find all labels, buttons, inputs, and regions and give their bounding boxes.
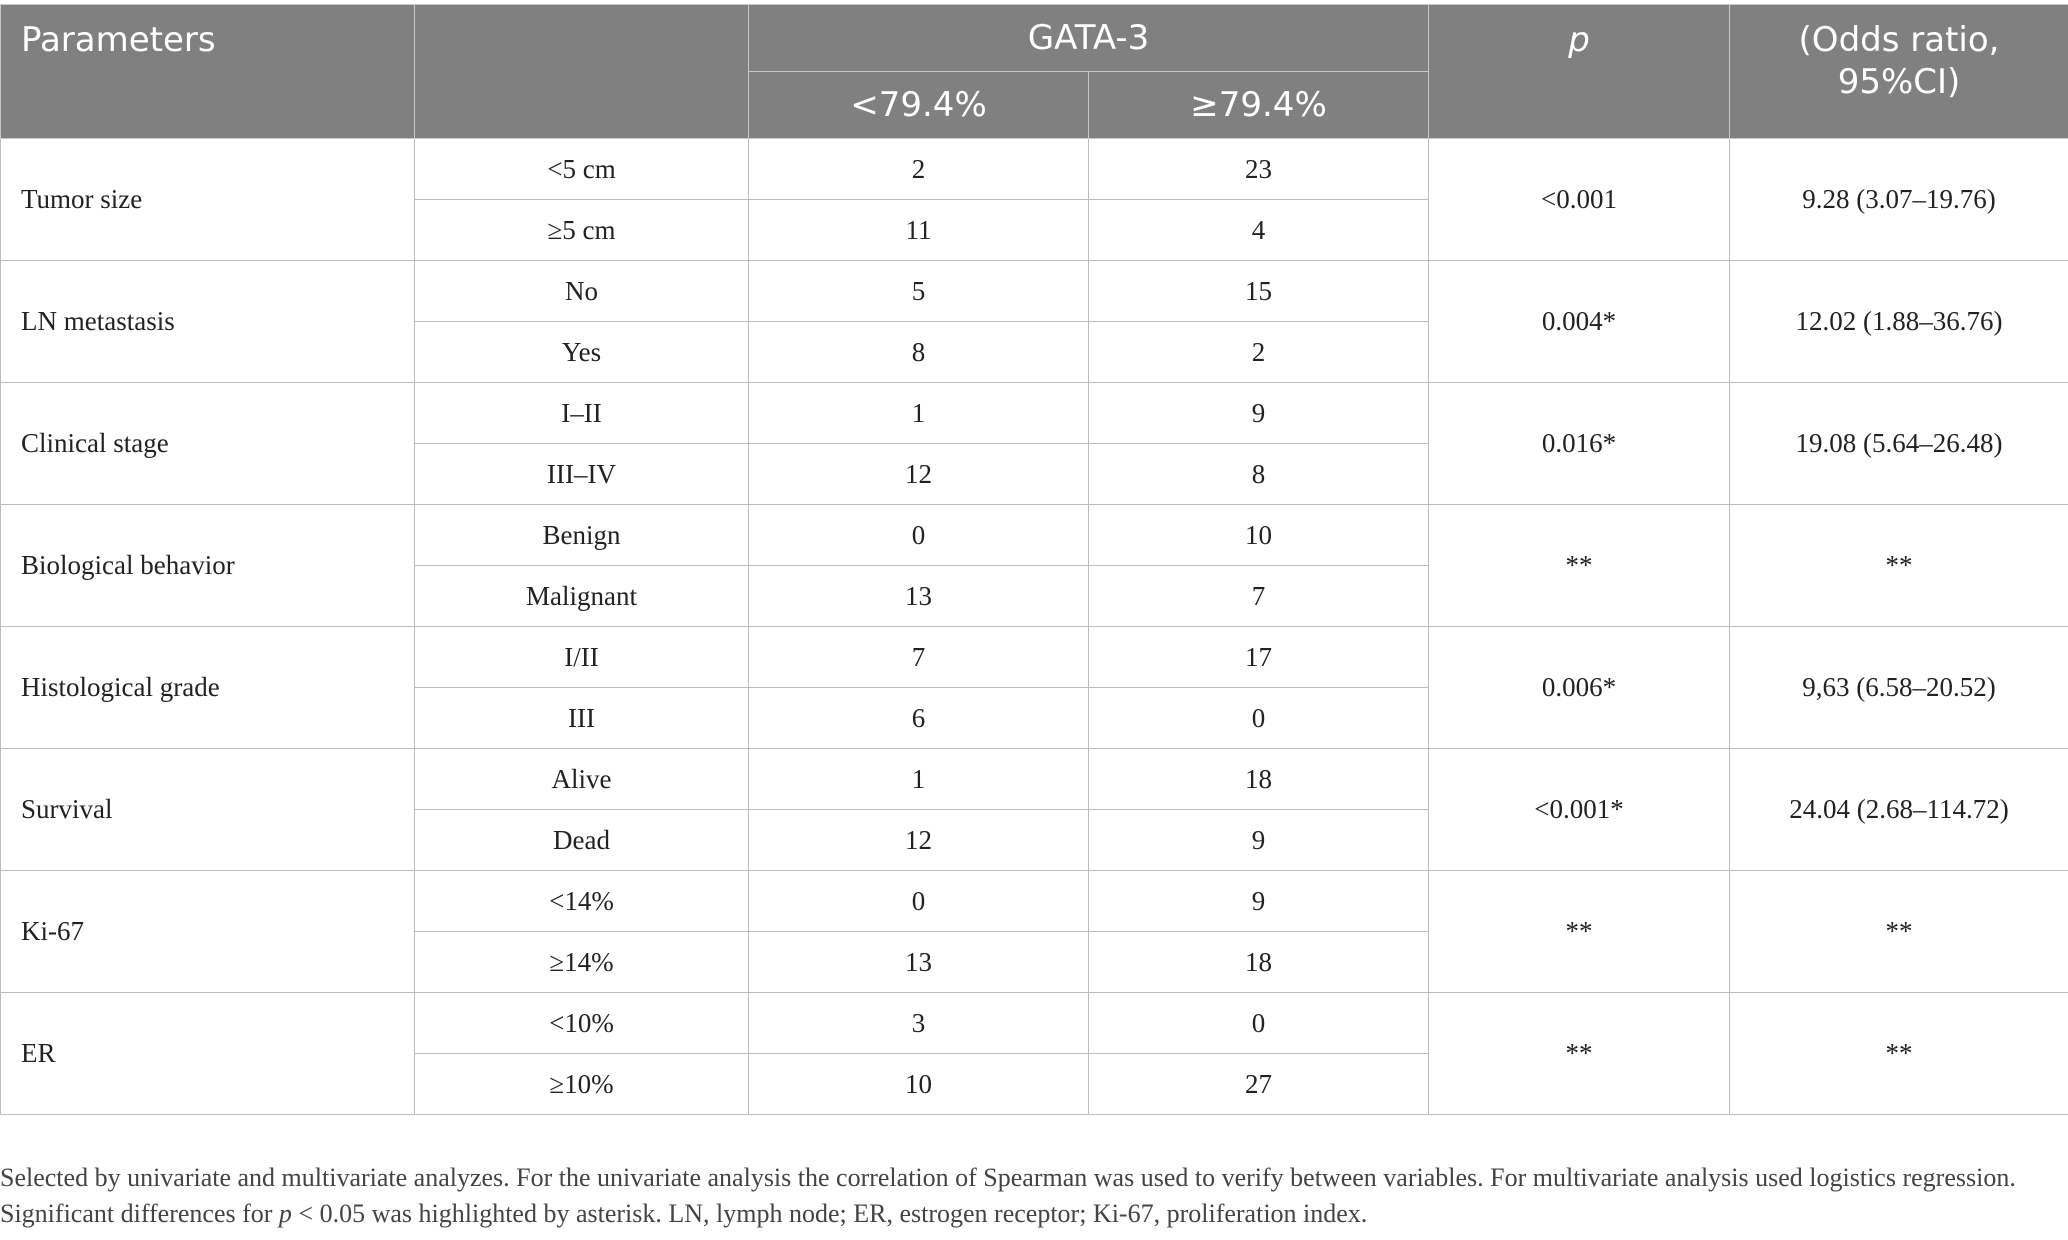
subgroup-label: III–IV: [415, 444, 749, 505]
high-count: 9: [1089, 810, 1429, 871]
high-count: 9: [1089, 383, 1429, 444]
subgroup-label: ≥14%: [415, 932, 749, 993]
footnote-line-2-post: < 0.05 was highlighted by asterisk. LN, lymph node; ER, estrogen receptor; Ki-67, proliferation index.: [291, 1199, 1368, 1228]
high-count: 27: [1089, 1054, 1429, 1115]
footnote-line-2: [0, 1196, 2068, 1232]
high-count: 18: [1089, 749, 1429, 810]
high-count: 9: [1089, 871, 1429, 932]
parameter-name: ER: [1, 993, 415, 1115]
results-table-container: [0, 4, 2068, 1115]
gata3-high-header: ≥79.4%: [1089, 72, 1429, 139]
low-count: 11: [749, 200, 1089, 261]
odds-ratio: 9.28 (3.07–19.76): [1730, 139, 2068, 261]
subgroup-header: [415, 5, 749, 139]
subgroup-label: Yes: [415, 322, 749, 383]
high-count: 2: [1089, 322, 1429, 383]
p-value: 0.004*: [1429, 261, 1730, 383]
odds-ratio: **: [1730, 505, 2068, 627]
table-row: [1, 505, 2068, 566]
subgroup-label: <10%: [415, 993, 749, 1054]
high-count: 23: [1089, 139, 1429, 200]
odds-ratio: 9,63 (6.58–20.52): [1730, 627, 2068, 749]
high-count: 10: [1089, 505, 1429, 566]
subgroup-label: Dead: [415, 810, 749, 871]
odds-ratio: **: [1730, 871, 2068, 993]
footnote-line-2-pre: Significant differences for: [0, 1199, 279, 1228]
high-count: 4: [1089, 200, 1429, 261]
low-count: 12: [749, 444, 1089, 505]
high-count: 18: [1089, 932, 1429, 993]
high-count: 7: [1089, 566, 1429, 627]
low-count: 0: [749, 871, 1089, 932]
odds-ratio: 24.04 (2.68–114.72): [1730, 749, 2068, 871]
subgroup-label: <14%: [415, 871, 749, 932]
low-count: 3: [749, 993, 1089, 1054]
gata3-correlation-table: [0, 4, 2068, 1115]
odds-ratio: 19.08 (5.64–26.48): [1730, 383, 2068, 505]
subgroup-label: I/II: [415, 627, 749, 688]
subgroup-label: I–II: [415, 383, 749, 444]
high-count: 17: [1089, 627, 1429, 688]
high-count: 8: [1089, 444, 1429, 505]
high-count: 15: [1089, 261, 1429, 322]
parameter-name: Histological grade: [1, 627, 415, 749]
gata3-low-header: <79.4%: [749, 72, 1089, 139]
high-count: 0: [1089, 993, 1429, 1054]
table-row: [1, 993, 2068, 1054]
parameter-name: Survival: [1, 749, 415, 871]
gata3-header: GATA-3: [749, 5, 1429, 72]
p-value: 0.006*: [1429, 627, 1730, 749]
p-value: **: [1429, 871, 1730, 993]
low-count: 10: [749, 1054, 1089, 1115]
subgroup-label: <5 cm: [415, 139, 749, 200]
table-row: [1, 139, 2068, 200]
table-row: [1, 749, 2068, 810]
low-count: 13: [749, 932, 1089, 993]
low-count: 6: [749, 688, 1089, 749]
table-footnote: [0, 1160, 2068, 1232]
parameter-name: Biological behavior: [1, 505, 415, 627]
table-row: [1, 627, 2068, 688]
low-count: 8: [749, 322, 1089, 383]
subgroup-label: No: [415, 261, 749, 322]
high-count: 0: [1089, 688, 1429, 749]
subgroup-label: ≥10%: [415, 1054, 749, 1115]
parameter-name: Ki-67: [1, 871, 415, 993]
table-row: [1, 261, 2068, 322]
footnote-line-1: Selected by univariate and multivariate analyzes. For the univariate analysis the correlation of Spearman was used to verify between variables. For multivariate analysis used logistics regression.: [0, 1163, 2016, 1192]
parameter-name: Clinical stage: [1, 383, 415, 505]
p-value: <0.001: [1429, 139, 1730, 261]
low-count: 13: [749, 566, 1089, 627]
p-value: **: [1429, 505, 1730, 627]
subgroup-label: Benign: [415, 505, 749, 566]
subgroup-label: III: [415, 688, 749, 749]
low-count: 5: [749, 261, 1089, 322]
parameters-header: Parameters: [1, 5, 415, 139]
p-value-header: p: [1429, 5, 1730, 139]
odds-ratio: **: [1730, 993, 2068, 1115]
low-count: 7: [749, 627, 1089, 688]
table-row: [1, 871, 2068, 932]
odds-ratio-header: (Odds ratio, 95%CI): [1730, 5, 2068, 139]
p-value: **: [1429, 993, 1730, 1115]
table-body: [1, 139, 2068, 1115]
low-count: 0: [749, 505, 1089, 566]
subgroup-label: Alive: [415, 749, 749, 810]
p-value: <0.001*: [1429, 749, 1730, 871]
low-count: 12: [749, 810, 1089, 871]
table-row: [1, 383, 2068, 444]
odds-ratio: 12.02 (1.88–36.76): [1730, 261, 2068, 383]
parameter-name: Tumor size: [1, 139, 415, 261]
low-count: 2: [749, 139, 1089, 200]
footnote-p-symbol: p: [278, 1199, 292, 1228]
subgroup-label: ≥5 cm: [415, 200, 749, 261]
table-header: [1, 5, 2068, 139]
subgroup-label: Malignant: [415, 566, 749, 627]
p-value: 0.016*: [1429, 383, 1730, 505]
parameter-name: LN metastasis: [1, 261, 415, 383]
low-count: 1: [749, 383, 1089, 444]
low-count: 1: [749, 749, 1089, 810]
